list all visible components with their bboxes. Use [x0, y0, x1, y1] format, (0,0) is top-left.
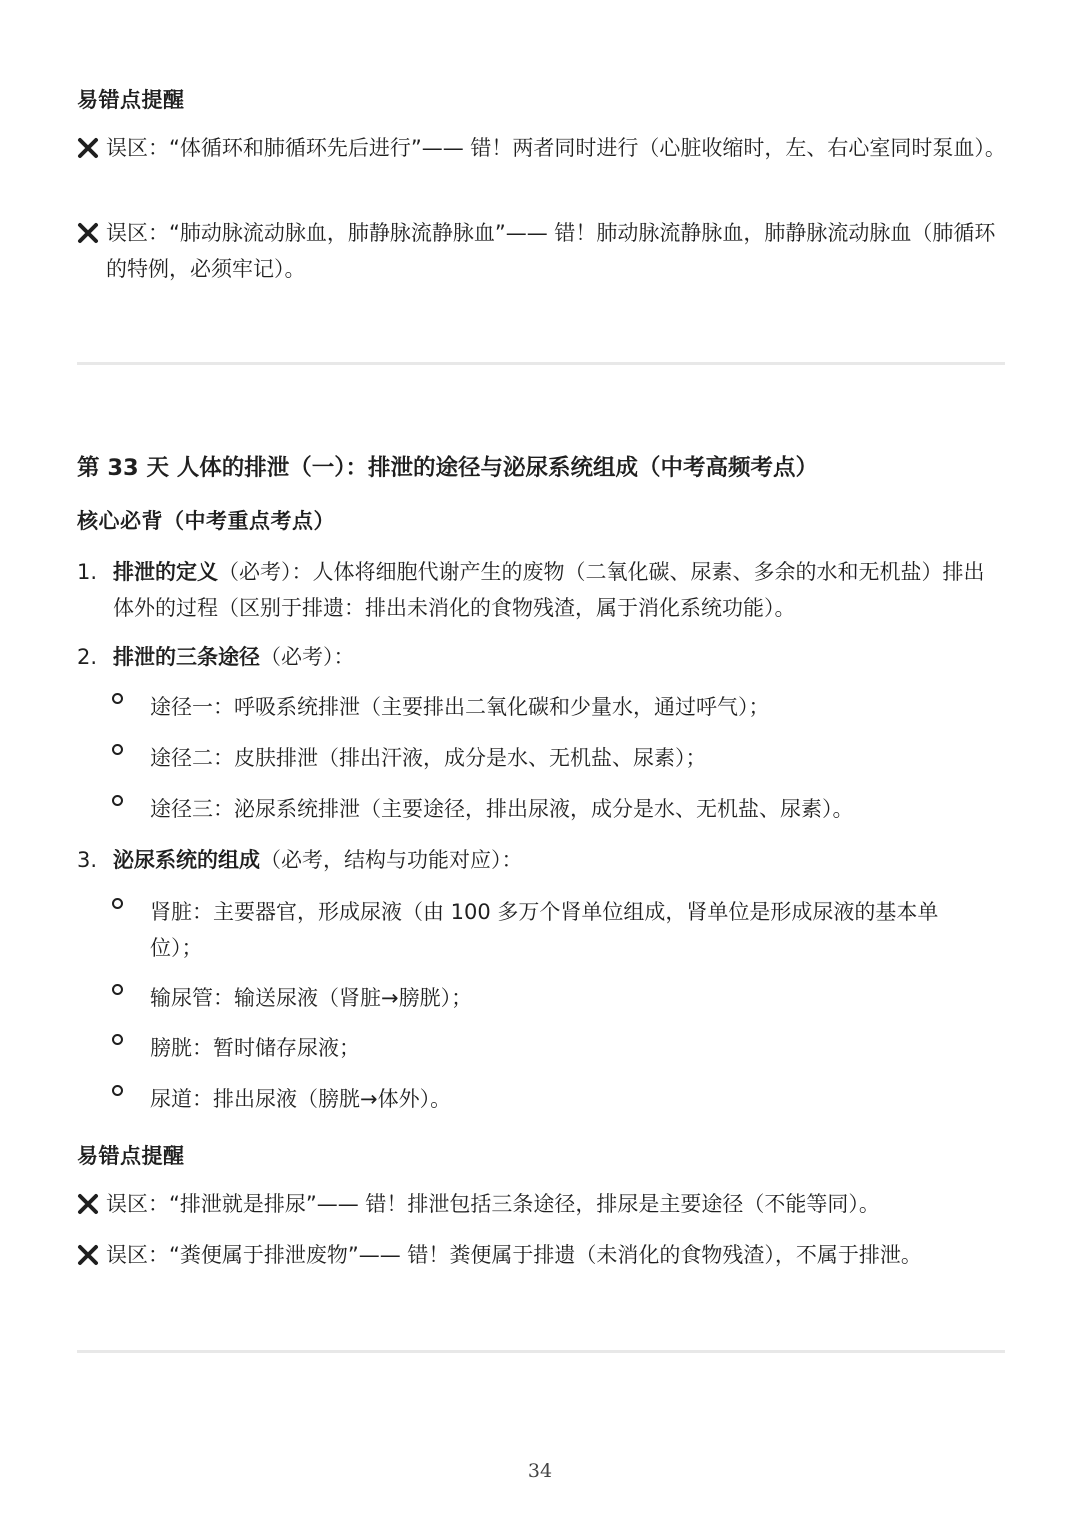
sub-item	[112, 791, 962, 827]
sub-item	[112, 894, 942, 966]
sub-item	[112, 740, 962, 776]
sub-item-text: 途径三：泌尿系统排泄（主要途径，排出尿液，成分是水、无机盐、尿素）。	[150, 797, 854, 821]
sub-item	[112, 1081, 962, 1117]
item-number: 3.	[77, 848, 98, 872]
page-number: 34	[527, 1460, 553, 1482]
item-text: （必考，结构与功能对应）：	[260, 848, 523, 872]
sub-item-text: 途径二：皮肤排泄（排出汗液，成分是水、无机盐、尿素）；	[150, 746, 707, 770]
item-text: （必考）：	[260, 645, 355, 669]
item-term: 排泄的三条途径	[113, 645, 260, 669]
sub-item-text: 输尿管：输送尿液（肾脏→膀胱）；	[150, 986, 473, 1010]
sub-item-text: 途径一：呼吸系统排泄（主要排出二氧化碳和少量水，通过呼气）；	[150, 695, 770, 719]
item-number: 1.	[77, 560, 98, 584]
circle-bullet-icon	[112, 1030, 150, 1066]
mistake-item	[77, 1237, 1007, 1273]
sub-item-text: 尿道：排出尿液（膀胱→体外）。	[150, 1087, 452, 1111]
sub-item-text: 肾脏：主要器官，形成尿液（由 100 多万个肾单位组成，肾单位是形成尿液的基本单位）；	[150, 900, 939, 960]
mistake-text: 误区：“排泄就是排尿”—— 错！排泄包括三条途径，排尿是主要途径（不能等同）。	[106, 1192, 880, 1216]
circle-bullet-icon	[112, 689, 150, 725]
circle-bullet-icon	[112, 980, 150, 1016]
section-divider	[77, 1350, 1005, 1353]
numbered-item	[77, 639, 1007, 675]
numbered-item	[77, 554, 1007, 626]
cross-mark-icon	[77, 137, 99, 159]
cross-mark-icon	[77, 222, 99, 244]
item-number: 2.	[77, 645, 98, 669]
numbered-item	[77, 842, 1007, 878]
item-term: 泌尿系统的组成	[113, 848, 260, 872]
circle-bullet-icon	[112, 740, 150, 776]
mistake-text: 误区：“体循环和肺循环先后进行”—— 错！两者同时进行（心脏收缩时，左、右心室同时泵血）。	[106, 136, 1006, 160]
item-body	[113, 639, 355, 675]
item-term: 排泄的定义	[113, 560, 218, 584]
sub-item	[112, 689, 962, 725]
tips-heading: 易错点提醒	[77, 1144, 185, 1168]
mistake-text: 误区：“肺动脉流动脉血，肺静脉流静脉血”—— 错！肺动脉流静脉血，肺静脉流动脉血（肺循环的特例，必须牢记）。	[106, 221, 996, 281]
mistake-item	[77, 130, 1007, 166]
sub-item	[112, 980, 962, 1016]
cross-mark-icon	[77, 1193, 99, 1215]
item-body	[113, 842, 523, 878]
circle-bullet-icon	[112, 894, 150, 966]
mistake-item	[77, 1186, 1007, 1222]
circle-bullet-icon	[112, 1081, 150, 1117]
item-body	[113, 554, 1003, 626]
sub-item	[112, 1030, 962, 1066]
mistake-item	[77, 215, 1007, 287]
section-divider	[77, 362, 1005, 365]
mistake-text: 误区：“粪便属于排泄废物”—— 错！粪便属于排遗（未消化的食物残渣），不属于排泄。	[106, 1243, 922, 1267]
item-text: （必考）：人体将细胞代谢产生的废物（二氧化碳、尿素、多余的水和无机盐）排出体外的过程（区别于排遗：排出未消化的食物残渣，属于消化系统功能）。	[113, 560, 985, 620]
core-heading: 核心必背（中考重点考点）	[77, 509, 335, 533]
cross-mark-icon	[77, 1244, 99, 1266]
tips-heading-top: 易错点提醒	[77, 88, 185, 112]
day-title: 第 33 天 人体的排泄（一）：排泄的途径与泌尿系统组成（中考高频考点）	[77, 455, 819, 481]
circle-bullet-icon	[112, 791, 150, 827]
sub-item-text: 膀胱：暂时储存尿液；	[150, 1036, 360, 1060]
